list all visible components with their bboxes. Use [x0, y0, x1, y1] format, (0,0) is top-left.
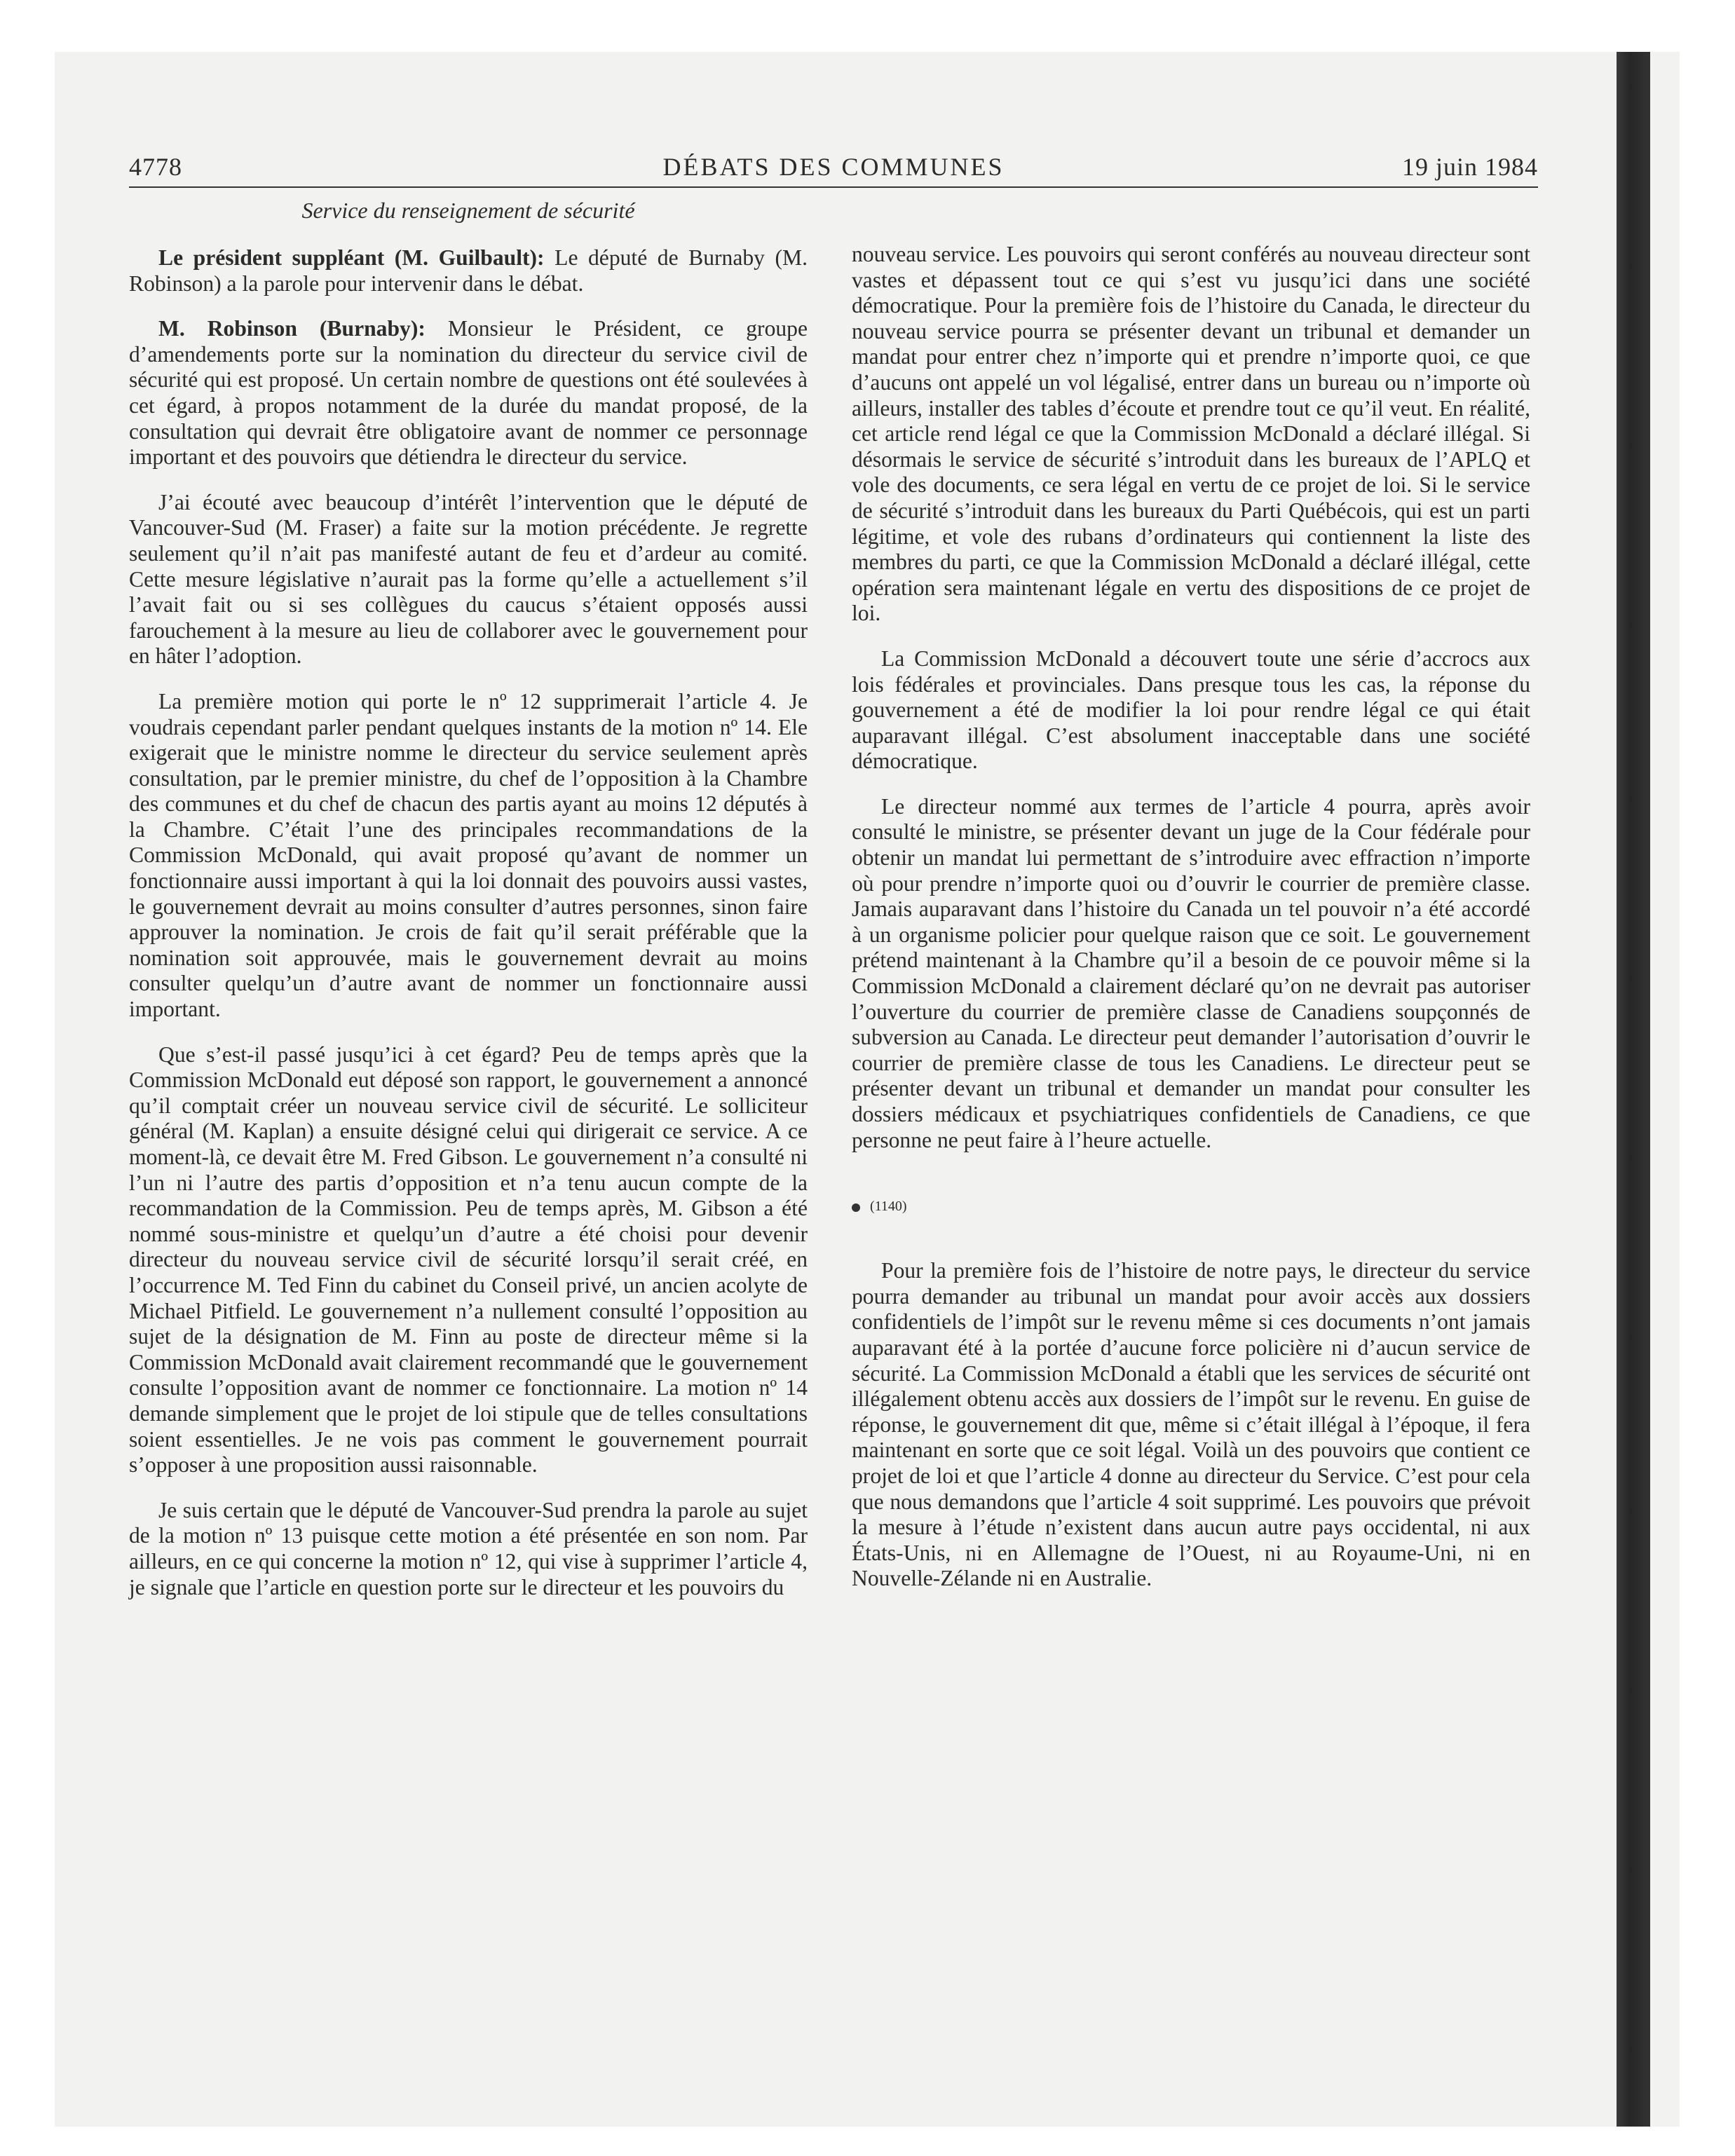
paragraph-text: Monsieur le Président, ce groupe d’amendements porte sur la nomination du directeur du service civil de sécurité qui est proposé. Un certain nombre de questions ont été soulevées à cet égard, à propos notamment de la durée du mandat proposé, de la consultation qui devrait être obligatoire avant de nommer ce personnage important et des pouvoirs que détiendra le directeur du service. — [129, 316, 808, 470]
left-column — [129, 196, 808, 1620]
paragraph: La Commission McDonald a découvert toute une série d’accrocs aux lois fédérales et provinciales. Dans presque tous les cas, la réponse du gouvernement a été de modifier la loi pour rendre légal ce qui était auparavant illégal. C’est absolument inacceptable dans une société démocratique. — [852, 646, 1530, 774]
section-title: Service du renseignement de sécurité — [301, 198, 635, 223]
page-binding-edge — [1617, 52, 1650, 2127]
paragraph-text: Le député de Burnaby (M. Robinson) a la parole pour intervenir dans le débat. — [129, 245, 808, 296]
paragraph: Je suis certain que le député de Vancouver-Sud prendra la parole au sujet de la motion nº 13 puisque cette motion a été présentée en son nom. Par ailleurs, en ce qui concerne la motion nº 12, qui vise à supprimer l’article 4, je signale que l’article en question porte sur le directeur et les pouvoirs du — [129, 1497, 808, 1599]
paragraph: nouveau service. Les pouvoirs qui seront conférés au nouveau directeur sont vastes et dépassent tout ce qui s’est vu jusqu’ici dans une société démocratique. Pour la première fois de l’histoire du Canada, le directeur du nouveau service pourra se présenter devant un tribunal et demander un mandat pour entrer chez n’importe qui et prendre n’importe quoi, ce que d’aucuns ont appelé un vol légalisé, entrer dans un bureau ou n’importe où ailleurs, installer des tables d’écoute et prendre tout ce qu’il veut. En réalité, cet article rend légal ce que la Commission McDonald a déclaré illégal. Si désormais le service de sécurité s’introduit dans les bureaux de l’APLQ et vole des documents, ce sera légal en vertu de ce projet de loi. Si le service de sécurité s’introduit dans les bureaux du Parti Québécois, qui est un parti légitime, et vole des rubans d’ordinateurs qui contiennent la liste des membres du parti, ce que la Commission McDonald a déclaré illégal, cette opération sera maintenant légale en vertu des dispositions de ce projet de loi. — [852, 242, 1530, 626]
paragraph — [129, 245, 808, 296]
right-column — [852, 242, 1530, 1611]
page-number: 4778 — [129, 153, 182, 181]
header-date: 19 juin 1984 — [1401, 153, 1538, 181]
paragraph: Pour la première fois de l’histoire de notre pays, le directeur du service pourra demander au tribunal un mandat pour avoir accès aux dossiers confidentiels de l’impôt sur le revenu même si ces documents n’ont jamais auparavant été à la portée d’aucune force policière ni d’aucun service de sécurité. La Commission McDonald a établi que les services de sécurité ont illégalement obtenu accès aux dossiers de l’impôt sur le revenu. En guise de réponse, le gouvernement dit que, même si c’était illégal à l’époque, il fera maintenant en sorte que ce soit légal. Voilà un des pouvoirs que contient ce projet de loi et que l’article 4 donne au directeur du Service. C’est pour cela que nous demandons que l’article 4 soit supprimé. Les pouvoirs que prévoit la mesure à l’étude n’existent dans aucun autre pays occidental, ni aux États-Unis, ni en Allemagne de l’Ouest, ni au Royaume-Uni, ni en Nouvelle-Zélande ni en Australie. — [852, 1258, 1530, 1591]
paragraph: Le directeur nommé aux termes de l’article 4 pourra, après avoir consulté le ministre, se présenter devant un juge de la Cour fédérale pour obtenir un mandat lui permettant de s’introduire avec effraction n’importe où pour prendre n’importe quoi ou d’ouvrir le courrier de première classe. Jamais auparavant dans l’histoire du Canada un tel pouvoir n’a été accordé à un organisme policier pour quelque raison que ce soit. Le gouvernement prétend maintenant à la Chambre qu’il a besoin de ce pouvoir même si la Commission McDonald a clairement déclaré qu’on ne devrait pas autoriser l’ouverture du courrier de première classe de Canadiens soupçonnés de subversion au Canada. Le directeur peut demander l’autorisation d’ouvrir le courrier de première classe de tous les Canadiens. Le directeur peut se présenter devant un tribunal et demander un mandat pour consulter les dossiers médicaux et psychiatriques confidentiels de Canadiens, ce que personne ne peut faire à l’heure actuelle. — [852, 793, 1530, 1152]
speaker-name: Le président suppléant (M. Guilbault): — [158, 245, 545, 270]
time-marker — [852, 1198, 1530, 1215]
journal-title: DÉBATS DES COMMUNES — [662, 153, 1005, 181]
paragraph: La première motion qui porte le nº 12 supprimerait l’article 4. Je voudrais cependant parler pendant quelques instants de la motion nº 14. Ele exigerait que le ministre nomme le directeur du service seulement après consultation, par le premier ministre, du chef de l’opposition à la Chambre des communes et du chef de chacun des partis ayant au moins 12 députés à la Chambre. C’était l’une des principales recommandations de la Commission McDonald, qui avait proposé qu’avant de nommer un fonctionnaire aussi important à qui la loi donnait des pouvoirs aussi vastes, le gouvernement devrait au moins consulter d’autres personnes, sinon faire approuver la nomination. Je crois de fait qu’il serait préférable que la nomination soit approuvée, mais le gouvernement devrait au moins consulter quelqu’un d’autre avant de nommer un fonctionnaire aussi important. — [129, 688, 808, 1022]
speaker-name: M. Robinson (Burnaby): — [158, 316, 426, 341]
time-marker-label: (1140) — [870, 1199, 907, 1215]
paragraph — [129, 316, 808, 470]
bullet-dot-icon — [852, 1203, 860, 1212]
paragraph: J’ai écouté avec beaucoup d’intérêt l’intervention que le député de Vancouver-Sud (M. Fraser) a faite sur la motion précédente. Je regrette seulement qu’il n’ait pas manifesté autant de feu et d’ardeur au comité. Cette mesure législative n’aurait pas la forme qu’elle a actuellement s’il l’avait fait ou si ses collègues du caucus s’étaient opposés aussi farouchement à la mesure au lieu de collaborer avec le gouvernement pour en hâter l’adoption. — [129, 489, 808, 669]
paragraph: Que s’est-il passé jusqu’ici à cet égard? Peu de temps après que la Commission McDonald eut déposé son rapport, le gouvernement a annoncé qu’il comptait créer un nouveau service civil de sécurité. Le solliciteur général (M. Kaplan) a ensuite désigné celui qui dirigerait ce service. A ce moment-là, ce devait être M. Fred Gibson. Le gouvernement n’a consulté ni l’un ni l’autre des partis d’opposition et n’a tenu aucun compte de la recommandation de la Commission. Peu de temps après, M. Gibson a été nommé sous-ministre et quelqu’un d’autre a été choisi pour devenir directeur du nouveau service civil de sécurité lorsqu’il serait créé, en l’occurrence M. Ted Finn du cabinet du Conseil privé, un ancien acolyte de Michael Pitfield. Le gouvernement n’a nullement consulté l’opposition au sujet de la désignation de M. Finn au poste de directeur même si la Commission McDonald avait clairement recommandé que le gouvernement consulte l’opposition avant de nommer ce fonctionnaire. La motion nº 14 demande simplement que le projet de loi stipule que de telles consultations soient essentielles. Je ne vois pas comment le gouvernement pourrait s’opposer à une proposition aussi raisonnable. — [129, 1042, 808, 1478]
page-header — [129, 147, 1538, 188]
